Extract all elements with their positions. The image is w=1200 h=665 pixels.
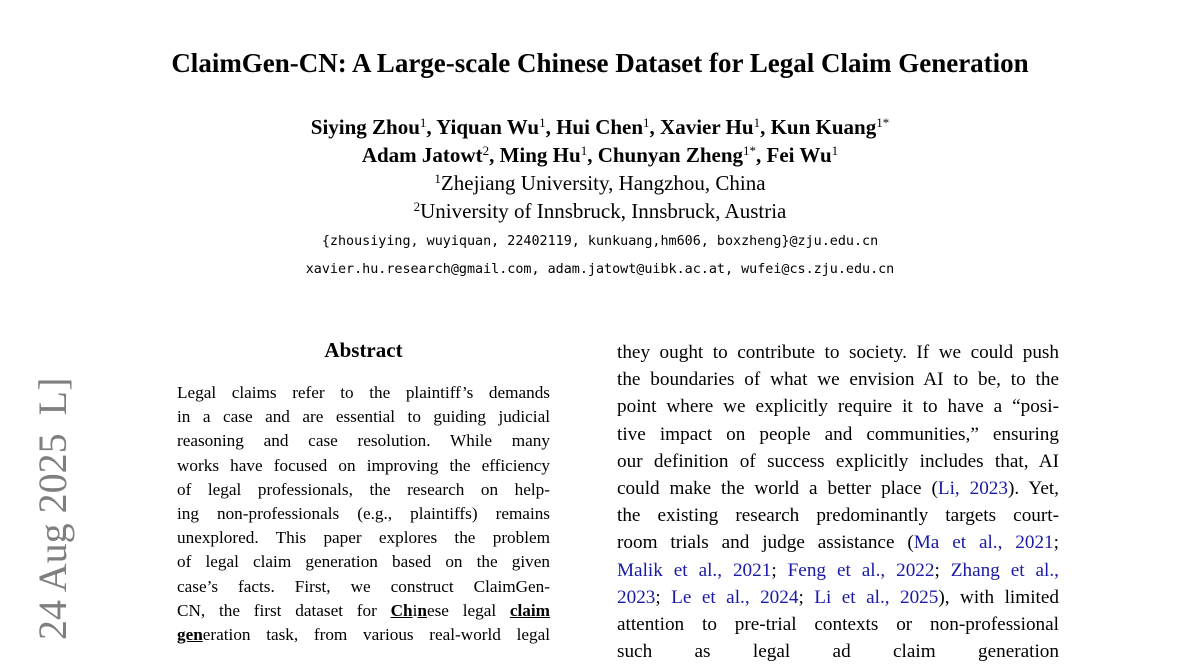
- body-text-line: [617, 448, 1059, 475]
- author-affiliation-mark: 1: [539, 115, 546, 130]
- affiliation-2: [0, 199, 1200, 224]
- email-line-1: {zhousiying, wuyiquan, 22402119, kunkuang,hm606, boxzheng}@zju.edu.cn: [321, 234, 879, 249]
- author-affiliation-mark: 1*: [876, 115, 890, 130]
- abstract-line: of legal claim generation based on the given: [177, 552, 550, 572]
- body-text: they ought to contribute to society. If we could push: [617, 342, 1059, 363]
- body-text: ;: [771, 559, 788, 581]
- author-affiliation-mark: 1: [753, 115, 761, 130]
- author-affiliation-mark: 1: [643, 115, 650, 130]
- author-name: Xavier Hu: [660, 115, 754, 139]
- body-text: ;: [934, 559, 951, 581]
- body-text: tive impact on people and communities,” ensuring: [617, 423, 1059, 445]
- body-text-line: [617, 502, 1059, 529]
- author-line-1: Siying Zhou$^1$, Yiquan Wu$^1$, Hui Chen$^1$, Xavier Hu$^1$, Kun Kuang$^{1*}$: [310, 115, 890, 139]
- dataset-acronym-letters: Ch: [390, 600, 413, 620]
- citation-link[interactable]: Li et al., 2025: [814, 586, 939, 608]
- author-affiliation-mark: 1: [419, 115, 427, 130]
- email-line-2: xavier.hu.research@gmail.com, adam.jatowt@uibk.ac.at, wufei@cs.zju.edu.cn: [305, 262, 895, 277]
- arxiv-side-stamp: [28, 348, 78, 648]
- right-column-body: [617, 339, 1059, 665]
- body-text: room trials and judge assistance (: [617, 532, 914, 554]
- body-text: such as legal ad claim generation: [617, 641, 1059, 663]
- citation-link[interactable]: 2023: [617, 586, 656, 608]
- dataset-acronym-letters: n: [417, 600, 427, 620]
- abstract-line: works have focused on improving the efficiency: [177, 455, 550, 475]
- body-text-line: [617, 393, 1059, 420]
- dataset-acronym-letters: gen: [177, 624, 203, 644]
- body-text-line: [617, 529, 1059, 556]
- body-text: ;: [1053, 532, 1059, 554]
- affiliation-text: University of Innsbruck, Innsbruck, Austria: [420, 199, 787, 223]
- body-text: ). Yet,: [1008, 477, 1059, 499]
- arxiv-stamp-prefix: L]: [30, 377, 75, 416]
- paper-title: ClaimGen-CN: A Large-scale Chinese Dataset for Legal Claim Generation: [171, 48, 1029, 78]
- author-affiliation-mark: 1: [580, 143, 588, 158]
- author-name: Hui Chen: [556, 115, 644, 139]
- abstract-line: reasoning and case resolution. While many: [177, 431, 550, 451]
- author-name: Yiquan Wu: [436, 115, 540, 139]
- abstract-text: eration task, from various real-world legal: [202, 624, 550, 644]
- author-name: Kun Kuang: [770, 115, 877, 139]
- body-text-line: [617, 557, 1059, 584]
- body-text-line: [617, 475, 1059, 502]
- author-name: Adam Jatowt: [361, 143, 483, 167]
- abstract-text: i: [412, 600, 418, 620]
- affiliation-text: Zhejiang University, Hangzhou, China: [440, 171, 766, 195]
- arxiv-stamp-date: 24 Aug 2025: [30, 433, 75, 640]
- abstract-line: [177, 599, 550, 623]
- affiliation-1: [0, 171, 1200, 196]
- body-text-line: [617, 611, 1059, 638]
- abstract-line: in a case and are essential to guiding judicial: [177, 407, 550, 427]
- body-text-line: [617, 339, 1059, 366]
- abstract-line: of legal professionals, the research on help-: [177, 479, 550, 499]
- body-text: ), with limited: [938, 586, 1059, 608]
- citation-link[interactable]: Ma et al., 2021: [913, 532, 1054, 554]
- abstract-line: [177, 623, 550, 647]
- author-line-2: Adam Jatowt$^2$, Ming Hu$^1$, Chunyan Zheng$^{1*}$, Fei Wu$^1$: [361, 143, 839, 167]
- dataset-acronym-letters: claim: [509, 600, 550, 620]
- body-text: attention to pre-trial contexts or non-professional: [617, 613, 1059, 635]
- body-text: ;: [655, 586, 672, 608]
- affiliation-mark: 2: [413, 199, 421, 214]
- abstract-line: case’s facts. First, we construct ClaimGen-: [177, 576, 550, 596]
- citation-link[interactable]: Li, 2023: [937, 477, 1008, 499]
- body-text: point where we explicitly require it to have a “posi-: [617, 396, 1059, 418]
- author-affiliation-mark: 2: [482, 143, 490, 158]
- abstract-heading: Abstract: [324, 338, 403, 362]
- body-text: ;: [798, 586, 815, 608]
- body-text-line: [617, 584, 1059, 611]
- author-name: Chunyan Zheng: [597, 143, 744, 167]
- citation-link[interactable]: Feng et al., 2022: [787, 559, 935, 581]
- abstract-line: Legal claims refer to the plaintiff’s demands: [177, 383, 550, 402]
- abstract-text: ese legal: [426, 600, 510, 620]
- citation-link[interactable]: Le et al., 2024: [671, 586, 799, 608]
- abstract-line: ing non-professionals (e.g., plaintiffs) remains: [177, 503, 550, 523]
- author-name: Siying Zhou: [310, 115, 420, 139]
- body-text: our definition of success explicitly includes that, AI: [617, 450, 1059, 472]
- abstract-line: unexplored. This paper explores the problem: [177, 528, 550, 548]
- author-name: Ming Hu: [499, 143, 581, 167]
- body-text: could make the world a better place (: [617, 477, 938, 499]
- body-text: the existing research predominantly targets court-: [617, 505, 1059, 527]
- citation-link[interactable]: Zhang et al.,: [950, 559, 1059, 581]
- affiliation-mark: 1: [434, 171, 441, 186]
- author-name: Fei Wu: [766, 143, 832, 167]
- abstract-text: CN, the first dataset for: [177, 600, 391, 620]
- author-affiliation-mark: 1*: [743, 143, 757, 158]
- citation-link[interactable]: Malik et al., 2021: [617, 559, 772, 581]
- body-text-line: [617, 638, 1059, 665]
- author-affiliation-mark: 1: [831, 143, 839, 158]
- body-text: the boundaries of what we envision AI to be, to the: [617, 369, 1059, 391]
- body-text-line: [617, 421, 1059, 448]
- abstract-body: [177, 381, 550, 647]
- body-text-line: [617, 366, 1059, 393]
